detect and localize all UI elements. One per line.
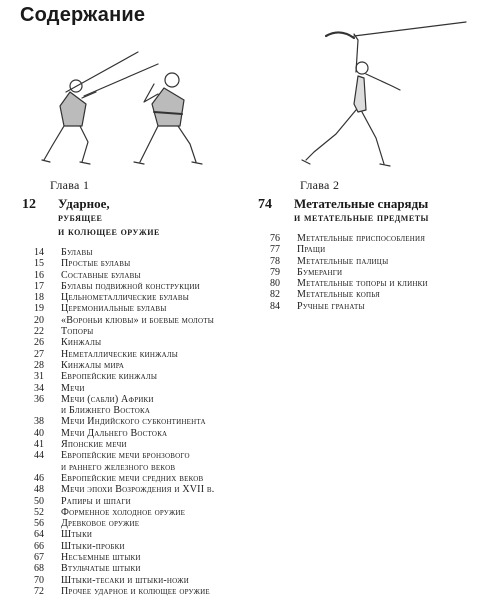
toc-entry-title xyxy=(61,529,92,540)
toc-entry-title xyxy=(61,496,131,507)
toc-entry-title xyxy=(61,360,124,371)
toc-entry-title xyxy=(61,439,127,450)
chapter-1-heading[interactable] xyxy=(22,197,262,239)
toc-entry-page-number: 40 xyxy=(34,427,44,439)
toc-entry-title xyxy=(297,301,365,312)
toc-entry-title xyxy=(297,278,428,289)
toc-entry-title xyxy=(297,233,425,244)
chapter-heading-line: Ударное, xyxy=(58,196,110,211)
chapter-label: Глава 1 xyxy=(50,178,90,192)
toc-entry-title-line: Штыки xyxy=(61,529,93,541)
toc-entry-page-number: 48 xyxy=(34,484,44,496)
toc-entry-title xyxy=(61,586,210,597)
toc-entry-title-line: Штыки-тесаки и штыки-ножи xyxy=(61,574,189,586)
toc-entry-title xyxy=(61,518,139,529)
toc-entry[interactable] xyxy=(258,301,488,312)
toc-entry-title-line: Составные булавы xyxy=(61,269,141,281)
toc-entry-title-line: Цельнометаллические булавы xyxy=(61,292,190,304)
toc-entry-page-number: 20 xyxy=(34,314,44,326)
toc-entry-title xyxy=(61,258,130,269)
toc-entry-page-number: 28 xyxy=(34,359,44,371)
toc-entry[interactable] xyxy=(22,303,262,314)
toc-entry-title-line: Японские мечи xyxy=(61,439,127,451)
chapter-page-number: 12 xyxy=(22,197,36,212)
toc-entry-title-line: Рапиры и шпаги xyxy=(61,495,131,507)
toc-entry-title-line: и раннего железного веков xyxy=(61,461,176,473)
toc-entry-title xyxy=(61,326,93,337)
toc-entry[interactable] xyxy=(258,233,488,244)
toc-entry-title xyxy=(61,281,200,292)
toc-entry-title xyxy=(297,267,342,278)
toc-entry-title xyxy=(61,507,185,518)
toc-entry-page-number: 44 xyxy=(34,450,44,462)
toc-entry[interactable] xyxy=(22,586,262,597)
toc-entry-title-line: Метательные палицы xyxy=(297,255,389,267)
toc-entry-title-line: Пращи xyxy=(297,244,326,256)
toc-entry-title xyxy=(297,256,388,267)
toc-entry-title xyxy=(61,416,206,427)
toc-entry[interactable] xyxy=(22,349,262,360)
toc-entry-page-number: 15 xyxy=(34,258,44,270)
toc-entry-title-line: Втульчатые штыки xyxy=(61,563,141,575)
chapter-label: Глава 2 xyxy=(300,178,340,192)
toc-entry-page-number: 79 xyxy=(270,266,280,278)
toc-entry-title-line: Европейские кинжалы xyxy=(61,371,158,383)
toc-entry-title-line: Кинжалы мира xyxy=(61,359,125,371)
toc-entry-title-line: Булавы подвижной конструкции xyxy=(61,280,200,292)
toc-entry[interactable] xyxy=(22,394,262,417)
toc-entry-title-line: Прочее ударное и колющее оружие xyxy=(61,585,210,597)
boomerang-thrower-illustration xyxy=(296,14,476,176)
toc-entry-title-line: Мечи xyxy=(61,382,85,394)
toc-entry-page-number: 41 xyxy=(34,439,44,451)
toc-entry[interactable] xyxy=(22,496,262,507)
toc-entry-title xyxy=(61,303,167,314)
toc-entry-page-number: 50 xyxy=(34,495,44,507)
chapter-2-contents xyxy=(258,197,488,312)
toc-entry[interactable] xyxy=(22,383,262,394)
toc-entry-page-number: 67 xyxy=(34,552,44,564)
toc-entry-title xyxy=(61,315,214,326)
toc-entry-title-line: Несъемные штыки xyxy=(61,552,141,564)
page-title: Содержание xyxy=(20,4,146,26)
toc-entry[interactable] xyxy=(22,270,262,281)
chapter-heading-line: рубящее xyxy=(58,212,103,224)
chapter-1-entry-list xyxy=(22,247,262,597)
toc-entry-page-number: 27 xyxy=(34,348,44,360)
toc-entry-title xyxy=(61,575,189,586)
toc-entry[interactable] xyxy=(22,439,262,450)
toc-entry-page-number: 84 xyxy=(270,300,280,312)
toc-entry-page-number: 70 xyxy=(34,574,44,586)
toc-entry-page-number: 64 xyxy=(34,529,44,541)
toc-entry-title-line: Метательные приспособления xyxy=(297,233,426,244)
toc-entry-page-number: 38 xyxy=(34,416,44,428)
toc-entry[interactable] xyxy=(22,315,262,326)
toc-entry-page-number: 80 xyxy=(270,278,280,290)
toc-entry-page-number: 22 xyxy=(34,326,44,338)
toc-entry-page-number: 56 xyxy=(34,518,44,530)
toc-entry-page-number: 19 xyxy=(34,303,44,315)
chapter-heading-line: и метательные предметы xyxy=(294,212,429,224)
toc-entry-title-line: Европейские мечи бронзового xyxy=(61,450,190,462)
toc-entry-title-line: и Ближнего Востока xyxy=(61,405,151,417)
toc-entry-title-line: Мечи Индийского субконтинента xyxy=(61,416,206,428)
toc-entry[interactable] xyxy=(22,337,262,348)
chapter-heading-line: Метательные снаряды xyxy=(294,196,429,211)
toc-entry-title xyxy=(61,552,141,563)
toc-entry-title-line: Булавы xyxy=(61,247,93,258)
toc-entry-title-line: Мечи эпохи Возрождения и XVII в. xyxy=(61,484,215,496)
toc-entry-title xyxy=(61,247,93,258)
toc-entry-page-number: 76 xyxy=(270,233,280,244)
toc-entry-page-number: 78 xyxy=(270,255,280,267)
toc-entry-title xyxy=(61,349,178,360)
toc-entry[interactable] xyxy=(22,371,262,382)
toc-entry[interactable] xyxy=(22,281,262,292)
toc-entry-title-line: Простые булавы xyxy=(61,258,131,270)
toc-entry-page-number: 34 xyxy=(34,382,44,394)
toc-entry-title xyxy=(61,270,141,281)
toc-entry-page-number: 16 xyxy=(34,269,44,281)
chapter-heading-line: и колющее оружие xyxy=(58,226,160,238)
toc-entry-title-line: «Вороньи клювы» и боевые молоты xyxy=(61,314,214,326)
toc-entry-title xyxy=(61,428,167,439)
toc-entry-page-number: 17 xyxy=(34,280,44,292)
toc-entry[interactable] xyxy=(258,278,488,289)
toc-entry-title-line: Мечи Дальнего Востока xyxy=(61,427,168,439)
toc-entry-title-line: Древковое оружие xyxy=(61,518,140,530)
toc-entry-title-line: Форменное холодное оружие xyxy=(61,506,186,518)
toc-entry[interactable] xyxy=(22,541,262,552)
toc-entry-title xyxy=(61,394,154,417)
toc-entry-title-line: Топоры xyxy=(61,326,94,338)
toc-entry[interactable] xyxy=(22,450,262,473)
toc-entry-page-number: 26 xyxy=(34,337,44,349)
chapter-2-heading[interactable] xyxy=(258,197,488,225)
toc-entry-title xyxy=(61,371,157,382)
toc-entry[interactable] xyxy=(22,428,262,439)
toc-entry[interactable] xyxy=(22,247,262,258)
toc-entry-page-number: 31 xyxy=(34,371,44,383)
toc-entry-page-number: 52 xyxy=(34,506,44,518)
chapter-page-number: 74 xyxy=(258,197,272,212)
toc-entry-title-line: Бумеранги xyxy=(297,266,343,278)
toc-entry[interactable] xyxy=(22,484,262,495)
toc-entry[interactable] xyxy=(22,416,262,427)
toc-entry[interactable] xyxy=(22,575,262,586)
toc-entry[interactable] xyxy=(258,256,488,267)
toc-entry[interactable] xyxy=(258,267,488,278)
toc-entry[interactable] xyxy=(22,529,262,540)
toc-entry[interactable] xyxy=(22,473,262,484)
toc-entry-page-number: 14 xyxy=(34,247,44,258)
toc-entry[interactable] xyxy=(22,507,262,518)
toc-entry-title-line: Метательные копья xyxy=(297,289,381,301)
toc-entry-page-number: 66 xyxy=(34,540,44,552)
toc-entry-title-line: Метательные топоры и клинки xyxy=(297,278,428,290)
toc-entry[interactable] xyxy=(22,258,262,269)
toc-entry-title-line: Ручные гранаты xyxy=(297,300,365,312)
toc-entry-title xyxy=(61,473,203,484)
chapter-2-entry-list xyxy=(258,233,488,312)
chapter-1-contents xyxy=(22,197,262,597)
toc-entry[interactable] xyxy=(22,360,262,371)
toc-entry-title xyxy=(61,541,125,552)
toc-entry-title-line: Штыки-пробки xyxy=(61,540,125,552)
toc-entry-page-number: 68 xyxy=(34,563,44,575)
toc-entry[interactable] xyxy=(258,289,488,300)
toc-entry-title-line: Кинжалы xyxy=(61,337,102,349)
toc-entry-page-number: 77 xyxy=(270,244,280,256)
toc-entry-title xyxy=(61,484,215,495)
toc-entry-title xyxy=(61,292,189,303)
toc-entry[interactable] xyxy=(22,326,262,337)
toc-entry[interactable] xyxy=(22,292,262,303)
toc-entry-page-number: 82 xyxy=(270,289,280,301)
sword-fighters-illustration xyxy=(30,42,210,172)
toc-entry[interactable] xyxy=(258,244,488,255)
toc-entry[interactable] xyxy=(22,552,262,563)
toc-entry-title xyxy=(61,383,85,394)
toc-entry-page-number: 36 xyxy=(34,393,44,405)
toc-entry[interactable] xyxy=(22,518,262,529)
toc-entry-title-line: Мечи (сабли) Африки xyxy=(61,393,154,405)
toc-entry-title-line: Церемониальные булавы xyxy=(61,303,167,315)
toc-entry-title xyxy=(61,337,101,348)
toc-entry-page-number: 18 xyxy=(34,292,44,304)
toc-entry-title xyxy=(61,450,190,473)
toc-entry-title xyxy=(297,244,325,255)
toc-entry-title-line: Неметаллические кинжалы xyxy=(61,348,179,360)
toc-entry-page-number: 72 xyxy=(34,585,44,597)
toc-entry-title-line: Европейские мечи средних веков xyxy=(61,472,204,484)
toc-entry-title xyxy=(297,289,380,300)
toc-entry-page-number: 46 xyxy=(34,472,44,484)
